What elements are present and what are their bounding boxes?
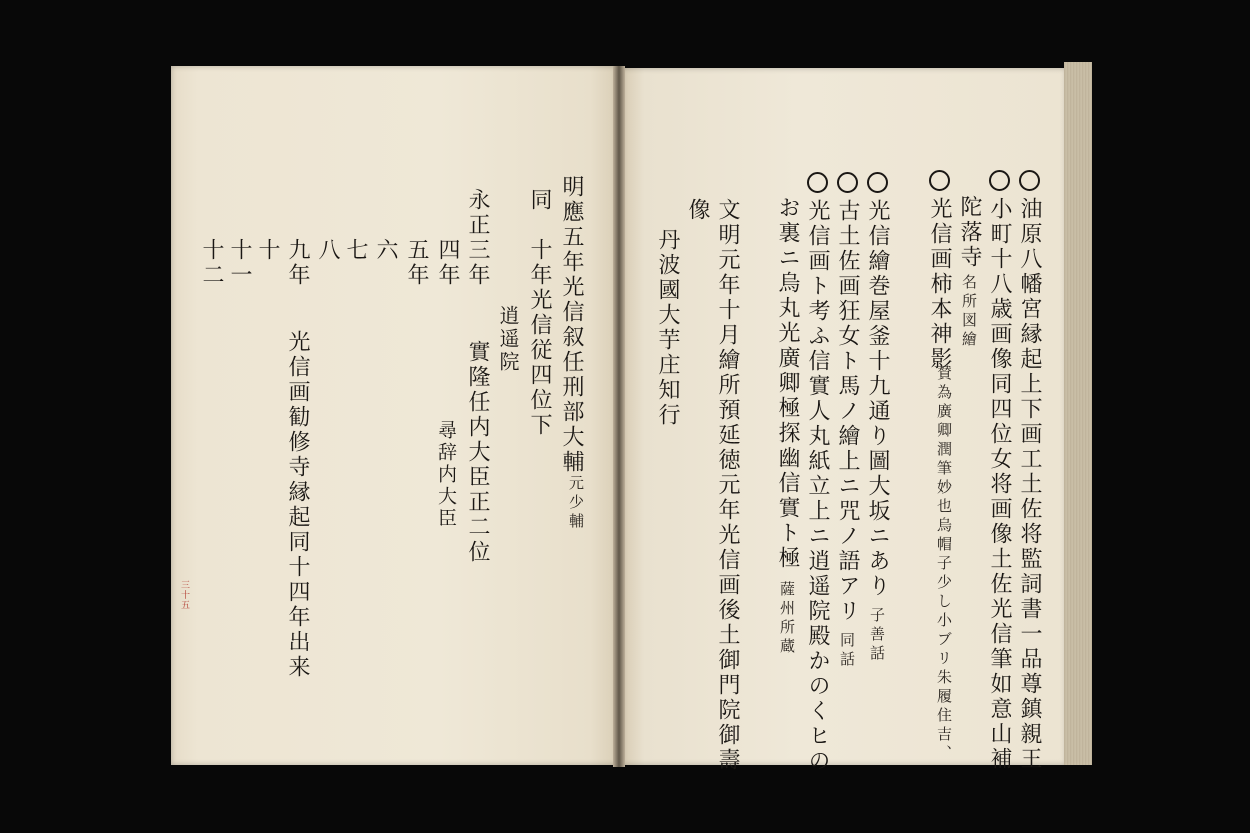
text-line: 十一 [227,238,252,288]
text-line: 十 [255,238,280,263]
text-line: 古土佐画狂女ト馬ノ繪上ニ咒ノ語アリ同話 [836,172,858,670]
text-line: 小町十八歳画像同四位女将画像土佐光信筆如意山補 [988,170,1010,772]
text-line: 光信画柿本神影 [928,170,950,372]
bullet-circle-icon [867,172,888,193]
page-number: 三十五 [179,580,189,610]
show-through-text [225,210,256,236]
text-line: 實隆任内大臣正二位 [465,340,490,565]
annotation: 賛為廣卿潤筆妙也烏帽子少し小ブリ朱履住吉、 [935,365,953,764]
book-gutter [613,66,625,767]
text-line: 陀落寺名所図繪 [957,195,982,350]
text-line: 九年 [285,238,310,288]
text-line: 文明元年十月繪所預延徳元年光信画後土御門院御壽 [715,198,740,773]
bullet-circle-icon [1019,170,1040,191]
bullet-circle-icon [837,172,858,193]
text-line: 十二 [199,238,224,288]
annotation: 元少輔 [567,475,585,532]
text-line: 逍遥院 [496,305,520,374]
text-line: 丹波國大芋庄知行 [655,228,680,428]
bullet-circle-icon [807,172,828,193]
text-line: お裏ニ烏丸光廣卿極探幽信實ト極薩州所蔵 [775,196,800,657]
text-line: 永正三年 [465,188,490,288]
page-edges [1064,62,1092,765]
text-line: 油原八幡宮縁起上下画工土佐将監詞書一品尊鎮親王 [1018,170,1040,772]
text-line: 光信画勧修寺縁起同十四年出来 [285,330,310,680]
text-line: 四年 [435,238,460,288]
text-line: 明應五年光信叙任刑部大輔 [559,175,584,475]
text-line: 七 [343,238,368,263]
text-line: 像 [685,198,710,223]
text-line: 六 [373,238,398,263]
text-line: 尋辞内大臣 [435,420,457,530]
text-line: 同 十年光信従四位下 [527,188,552,438]
bullet-circle-icon [929,170,950,191]
text-line: 八 [315,238,340,263]
text-line: 光信繪巻屋釜十九通り圖大坂ニあり子善話 [866,172,888,664]
text-line: 光信画ト考ふ信實人丸紙立上ニ逍遥院殿かのくヒの [806,172,828,774]
text-line: 五年 [404,238,429,288]
bullet-circle-icon [989,170,1010,191]
